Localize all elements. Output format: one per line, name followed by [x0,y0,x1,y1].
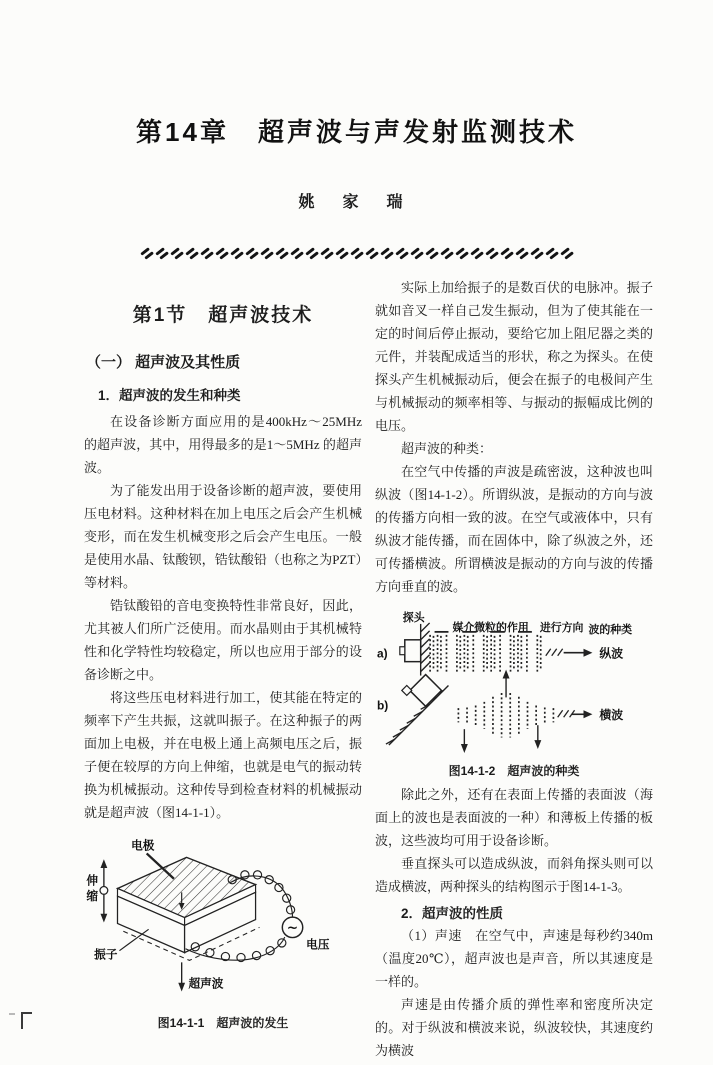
divider-mark [350,248,364,259]
paragraph: （1）声速 在空气中，声速是每秒约340m（温度20℃），超声波也是声音，所以其速度是一样的。 [375,928,653,989]
print-corner-mark [21,1012,32,1029]
paragraph: 实际上加给振子的是数百伏的电脉冲。振子就如音叉一样自己发生振动，但为了使其能在一定的时间后停止振动，要给它加上阻尼器之类的元件，并装配成适当的形状，称之为探头。在使探头产生机械振动后，便会在振子的电极间产生与机械振动的频率相等、与振动的振幅成比例的电压。 [375,280,653,433]
stretch-label: 缩 [86,890,99,904]
divider-mark [470,248,484,259]
ac-source [282,917,302,937]
probe-b [402,675,442,707]
decorative-divider [0,248,713,260]
divider-mark [245,248,259,259]
subsection-heading: （一） 超声波及其性质 [86,354,241,371]
wave-kind-label: 波的种类 [588,623,633,636]
column-left [84,276,362,1062]
two-column-body [0,276,713,1062]
medium-particles-label: 媒介微粒的作用 [452,621,529,634]
column-right [375,276,653,1062]
wall-a [421,623,430,676]
divider-mark [335,248,349,259]
vibrator-label: 振子 [94,948,118,962]
divider-mark [275,248,289,259]
author-name: 姚 家 瑞 [298,194,415,211]
direction-arrow-b [558,710,593,718]
divider-mark [545,248,559,259]
paragraph: 在空气中传播的声波是疏密波，这种波也叫纵波（图14-1-2）。所谓纵波，是振动的方向与波的传播方向相一致的波。在空气或液体中，只有纵波才能传播，而在固体中，除了纵波之外，还可传播横波。所谓横波是振动的方向与波的传播方向垂直的波。 [375,464,653,594]
divider-mark [380,248,394,259]
probe-a [400,640,421,662]
divider-mark [260,248,274,259]
divider-mark [200,248,214,259]
figure-caption: 图14-1-1 超声波的发生 [157,1016,289,1030]
figure-14-1-2-drawing [375,608,653,758]
divider-mark [215,248,229,259]
voltage-label: 电压 [306,938,330,952]
svg-text:~: ~ [286,920,299,937]
divider-mark [395,248,409,259]
row-b-label: b) [376,698,389,713]
paragraph: 在设备诊断方面应用的是400kHz～25MHz 的超声波，其中，用得最多的是1～5MHz 的超声波。 [84,414,362,475]
divider-mark [140,248,154,259]
paragraph: 锆钛酸铅的音电变换特性非常良好，因此，尤其被人们所广泛使用。而水晶则由于其机械特性和化学特性均较稳定，所以也应用于部分的设备诊断之中。 [84,598,362,682]
piezo-slab [117,857,259,960]
direction-arrow-a [546,649,593,657]
divider-mark [500,248,514,259]
divider-mark [425,248,439,259]
divider-mark [455,248,469,259]
divider-mark [440,248,454,259]
paragraph: 声速是由传播介质的弹性率和密度所决定的。对于纵波和横波来说，纵波较快，其速度约为横波 [375,997,653,1058]
figure-caption: 图14-1-2 超声波的种类 [448,764,580,778]
section-heading: 第1节 超声波技术 [132,305,314,326]
figure-14-1-2 [375,608,653,779]
probe-label: 探头 [402,611,425,624]
transverse-wave-particles [458,693,553,738]
divider-mark [290,248,304,259]
figure-14-1-1-drawing [84,834,362,1010]
longitudinal-wave-particles [430,635,541,672]
divider-mark [410,248,424,259]
divider-mark [185,248,199,259]
paragraph: 为了能发出用于设备诊断的超声波，要使用压电材料。这种材料在加上电压之后会产生机械变形，而在发生机械变形之后会产生电压。一般是使用水晶、钛酸钡，锆钛酸铅（也称之为PZT）等材料。 [84,483,362,590]
chapter-title: 第14章 超声波与声发射监测技术 [136,117,577,147]
divider-mark [530,248,544,259]
longitudinal-wave-label: 纵波 [599,646,624,661]
ultrasonic-arrow [178,962,185,991]
divider-mark [305,248,319,259]
travel-direction-label: 进行方向 [539,621,584,634]
divider-mark [485,248,499,259]
divider-mark [365,248,379,259]
row-a-label: a) [376,646,388,661]
figure-14-1-1 [84,834,362,1031]
paragraph: 超声波的种类： [401,441,493,456]
stretch-label: 伸 [86,874,99,888]
stretch-arrow [100,859,108,922]
divider-mark [155,248,169,259]
paragraph: 垂直探头可以造成纵波，而斜角探头则可以造成横波，两种探头的结构图示于图14-1-3。 [375,856,653,894]
divider-mark [230,248,244,259]
topic-heading-2: 2．超声波的性质 [401,906,504,921]
paragraph: 将这些压电材料进行加工，使其能在特定的频率下产生共振，这就叫振子。在这种振子的两面加上电极，并在电极上通上高频电压之后，振子便在较厚的方向上伸缩，也就是电气的振动转换为机械振动。这种传导到检查材料的机械振动就是超声波（图14-1-1）。 [84,690,362,820]
divider-mark [560,248,574,259]
transverse-wave-label: 横波 [599,708,624,723]
divider-mark [320,248,334,259]
topic-heading-1: 1．超声波的发生和种类 [98,388,241,403]
divider-mark [515,248,529,259]
ultrasonic-label: 超声波 [188,977,224,991]
paragraph: 除此之外，还有在表面上传播的表面波（海面上的波也是表面波的一种）和薄板上传播的板波，这些波均可用于设备诊断。 [375,787,653,848]
electrode-label: 电极 [131,839,155,853]
divider-mark [170,248,184,259]
